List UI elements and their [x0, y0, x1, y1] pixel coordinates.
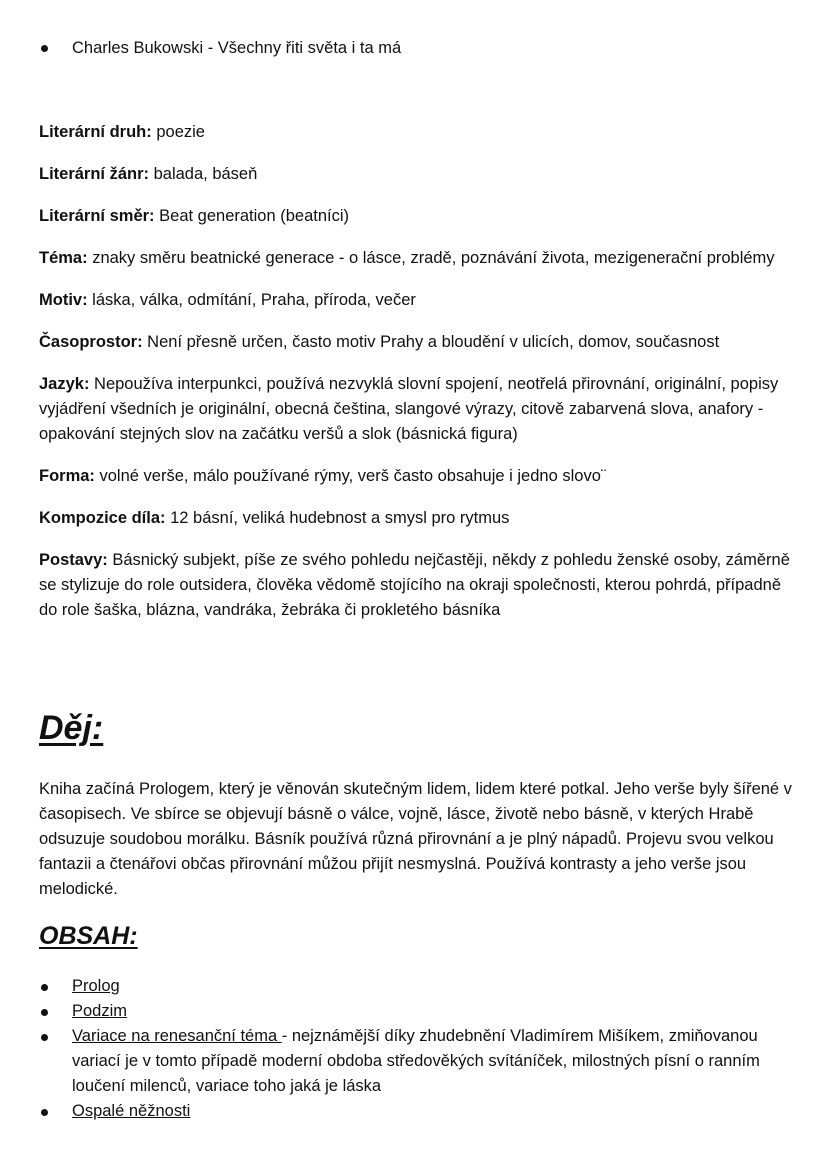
bullet-icon: [41, 1009, 48, 1016]
contents-list: [39, 974, 799, 1124]
field-literary-movement: [39, 204, 791, 229]
author-list: [39, 36, 401, 60]
poem-link-variace[interactable]: Variace na renesanční téma: [72, 1027, 282, 1045]
field-language: [39, 372, 791, 447]
field-value: volné verše, málo používané rýmy, verš často obsahuje i jedno slovo¨: [94, 467, 607, 485]
bullet-icon: [41, 45, 48, 52]
poem-link-prolog[interactable]: Prolog: [72, 977, 120, 995]
poem-link-ospale-neznosti[interactable]: Ospalé něžnosti: [72, 1102, 191, 1120]
field-value: balada, báseň: [149, 165, 258, 183]
field-label: Literární směr:: [39, 207, 155, 225]
field-label: Jazyk:: [39, 375, 90, 393]
field-value: znaky směru beatnické generace - o lásce, zradě, poznávání života, mezigenerační problémy: [87, 249, 775, 267]
list-item: [39, 36, 401, 60]
field-value: Básnický subjekt, píše ze svého pohledu nejčastěji, někdy z pohledu ženské osoby, záměrně se stylizuje do role outsidera, člověka vědomě stojícího na okraji společnosti, kterou pohrdá, případně do role šaška, blázna, vandráka, žebráka či prokletého básníka: [39, 551, 790, 619]
field-label: Časoprostor:: [39, 333, 143, 351]
field-literary-kind: [39, 120, 791, 145]
field-characters: [39, 548, 791, 623]
field-value: 12 básní, veliká hudebnost a smysl pro rytmus: [165, 509, 510, 527]
poem-link-podzim[interactable]: Podzim: [72, 1002, 128, 1020]
field-theme: [39, 246, 791, 271]
field-form: [39, 464, 791, 489]
list-item: [39, 1024, 799, 1099]
field-composition: [39, 506, 791, 531]
list-item: [39, 974, 799, 999]
field-label: Literární žánr:: [39, 165, 150, 183]
section-title-plot: Děj:: [39, 709, 104, 747]
bullet-icon: [41, 1034, 48, 1041]
bullet-icon: [41, 1109, 48, 1116]
field-chronotope: [39, 330, 791, 355]
field-value: poezie: [151, 123, 205, 141]
section-title-contents: OBSAH:: [39, 922, 138, 950]
field-label: Motiv:: [39, 291, 88, 309]
bullet-icon: [41, 984, 48, 991]
field-label: Postavy:: [39, 551, 108, 569]
plot-paragraph: Kniha začíná Prologem, který je věnován skutečným lidem, lidem které potkal. Jeho verše byly šířené v časopisech. Ve sbírce se objevují básně o válce, vojně, lásce, životě nebo básně, v kterých Hrabě odsuzuje soudobou morálku. Básník používá různá přirovnání a je plný nápadů. Projevu svou velkou fantazii a čtenářovi občas přirovnání můžou přijít nesmyslná. Používá kontrasty a jeho verše jsou melodické.: [39, 780, 792, 898]
list-item: [39, 1099, 799, 1124]
field-label: Kompozice díla:: [39, 509, 166, 527]
field-value: Nepoužíva interpunkci, používá nezvyklá slovní spojení, neotřelá přirovnání, originální, popisy vyjádření všedních je originální, obecná čeština, slangové výrazy, citově zabarvená slova, anafory - opakování stejných slov na začátku veršů a slok (básnická figura): [39, 375, 779, 443]
field-label: Forma:: [39, 467, 95, 485]
literary-fields: [39, 120, 791, 640]
poem-description: - nejznámější díky zhudebnění Vladimírem Mišíkem, zmiňovanou variací je v tomto případě moderní obdoba středověkých svítáníček, milostných písní o ranním loučení milenců, variace toho jaká je láska: [72, 1027, 760, 1095]
field-motif: [39, 288, 791, 313]
field-label: Literární druh:: [39, 123, 152, 141]
field-value: Beat generation (beatníci): [154, 207, 350, 225]
field-value: láska, válka, odmítání, Praha, příroda, večer: [87, 291, 416, 309]
field-value: Není přesně určen, často motiv Prahy a bloudění v ulicích, domov, současnost: [142, 333, 720, 351]
list-item: [39, 999, 799, 1024]
field-literary-genre: [39, 162, 791, 187]
list-item-text: Charles Bukowski - Všechny řiti světa i ta má: [72, 39, 402, 57]
field-label: Téma:: [39, 249, 88, 267]
